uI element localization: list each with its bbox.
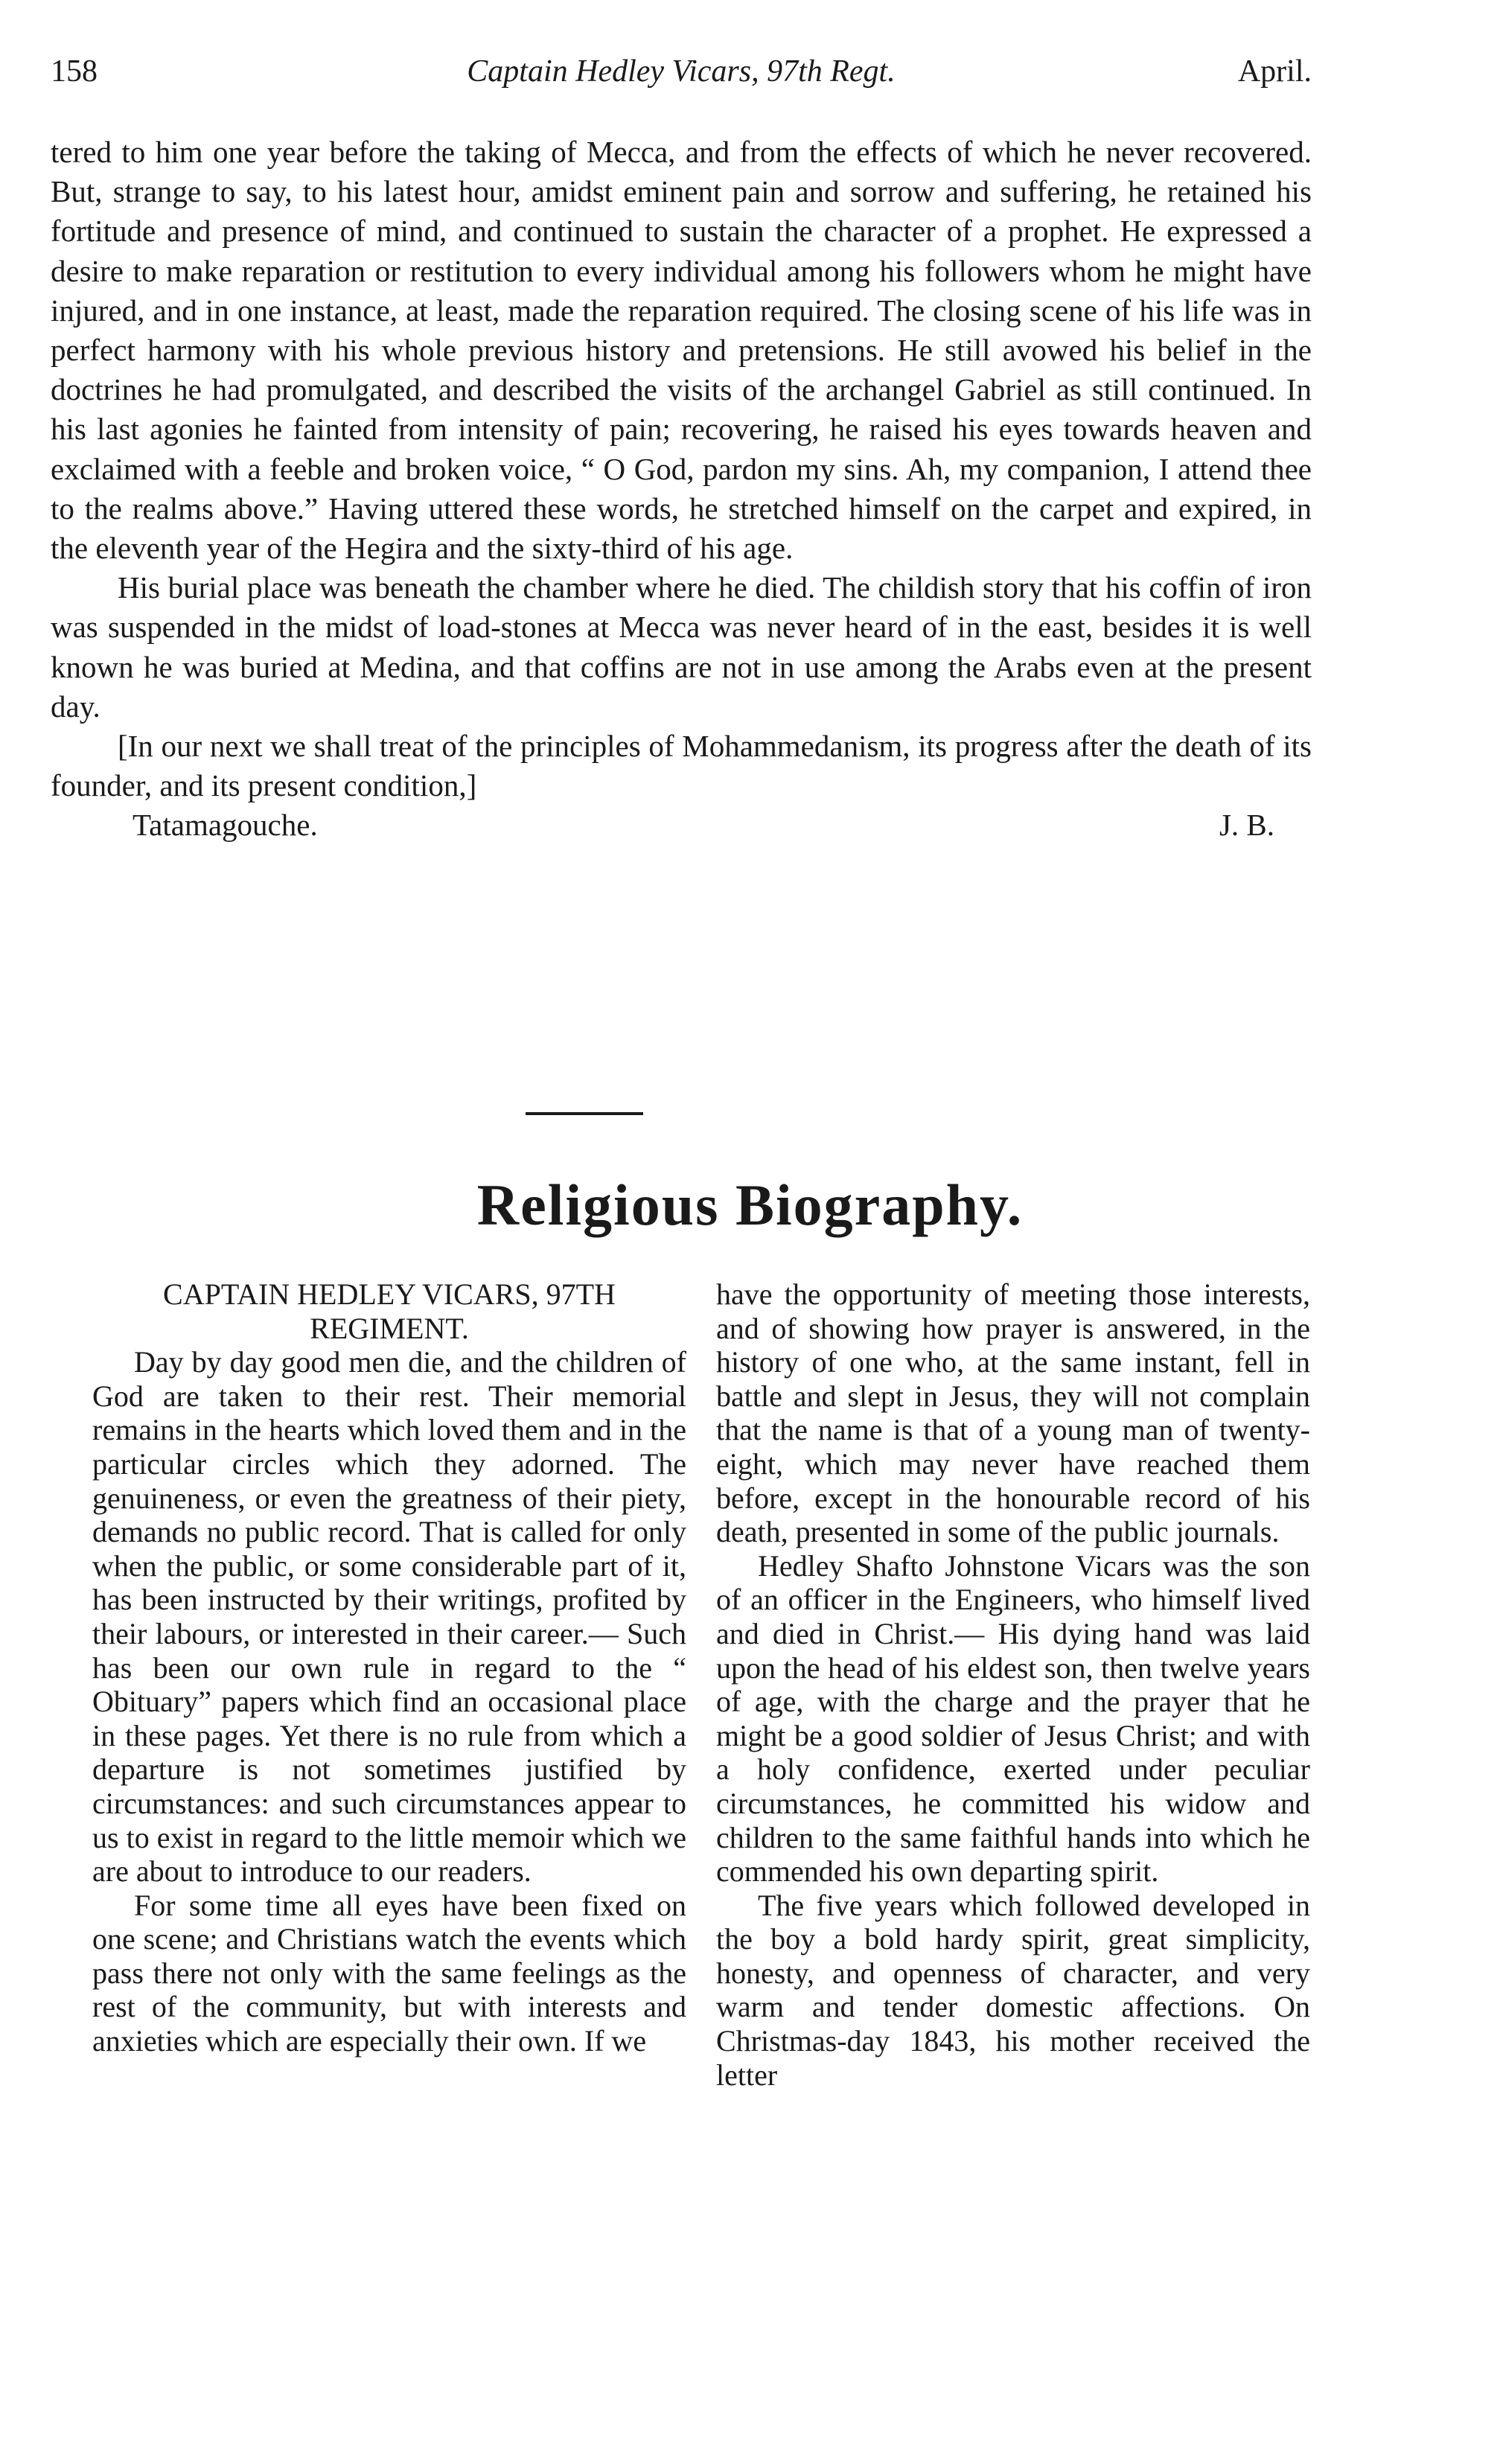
right-paragraph-2: Hedley Shafto Johnstone Vicars was the son of an officer in the Engineers, who himself lived and died in Christ.— His dying hand was laid upon the head of his eldest son, then twelve years of age, with the charge and the prayer that he might be a good soldier of Jesus Christ; and with a holy confidence, exerted under peculiar circumstances, he committed his widow and children to the same faithful hands into which he commended his own departing spirit. [716,1548,1310,1889]
signature-place: Tatamagouche. [133,808,318,843]
left-paragraph-1: Day by day good men die, and the children of God are taken to their rest. Their memorial remains in the hearts which loved them and in the particular circles which they adorned. The genuineness, or even the greatness of their piety, demands no public record. That is called for only when the public, or some considerable part of it, has been instructed by their writings, profited by their labours, or interested in their career.— Such has been our own rule in regard to the “ Obituary” papers which find an occasional place in these pages. Yet there is no rule from which a departure is not sometimes justified by circumstances: and such circumstances appear to us to exist in regard to the little memoir which we are about to introduce to our readers. [92,1345,686,1889]
signature-line [51,805,1312,845]
page-number: 158 [51,54,98,89]
section-heading: Religious Biography. [476,1172,1024,1237]
continued-article [51,133,1312,845]
right-paragraph-3: The five years which followed developed in the boy a bold hardy spirit, great simplicity, honesty, and openness of character, and very warm and tender domestic affections. On Christmas-day 1843, his mother received the letter [716,1888,1310,2092]
left-paragraph-2: For some time all eyes have been fixed on one scene; and Christians watch the events which pass there not only with the same feelings as the rest of the community, but with interests and anxieties which are especially their own. If we [92,1888,686,2058]
right-paragraph-1: have the opportunity of meeting those interests, and of showing how prayer is answered, in the history of one who, at the same instant, fell in battle and slept in Jesus, they will not complain that the name is that of a young man of twenty-eight, which may never have reached them before, except in the honourable record of his death, presented in some of the public journals. [716,1277,1310,1549]
article-title: CAPTAIN HEDLEY VICARS, 97TH REGIMENT. [163,1277,616,1345]
top-paragraph-3: [In our next we shall treat of the principles of Mohammedanism, its progress after the death of its founder, and its present condition,] [51,729,1312,803]
running-title: Captain Hedley Vicars, 97th Regt. [467,54,896,89]
running-header [51,54,1312,98]
article-right-column [716,1277,1310,2092]
header-month: April. [1237,54,1312,89]
top-paragraph-2: His burial place was beneath the chamber where he died. The childish story that his coffin of iron was suspended in the midst of load-stones at Mecca was never heard of in the east, besides it is well known he was buried at Medina, and that coffins are not in use among the Arabs even at the present day. [51,570,1312,724]
article-left-column [92,1277,686,2058]
top-paragraph-1: tered to him one year before the taking of Mecca, and from the effects of which he never recovered. But, strange to say, to his latest hour, amidst eminent pain and sorrow and suffering, he retained his fortitude and presence of mind, and continued to sustain the character of a prophet. He expressed a desire to make reparation or restitution to every individual among his followers whom he might have injured, and in one instance, at least, made the reparation required. The closing scene of his life was in perfect harmony with his whole previous history and pretensions. He still avowed his belief in the doctrines he had promulgated, and described the visits of the archangel Gabriel as still continued. In his last agonies he fainted from intensity of pain; recovering, he raised his eyes towards heaven and exclaimed with a feeble and broken voice, “ O God, pardon my sins. Ah, my companion, I attend thee to the realms above.” Having uttered these words, he stretched himself on the carpet and expired, in the eleventh year of the Hegira and the sixty-third of his age. [51,135,1312,566]
signature-initials: J. B. [1219,808,1274,843]
section-divider [526,1112,643,1115]
